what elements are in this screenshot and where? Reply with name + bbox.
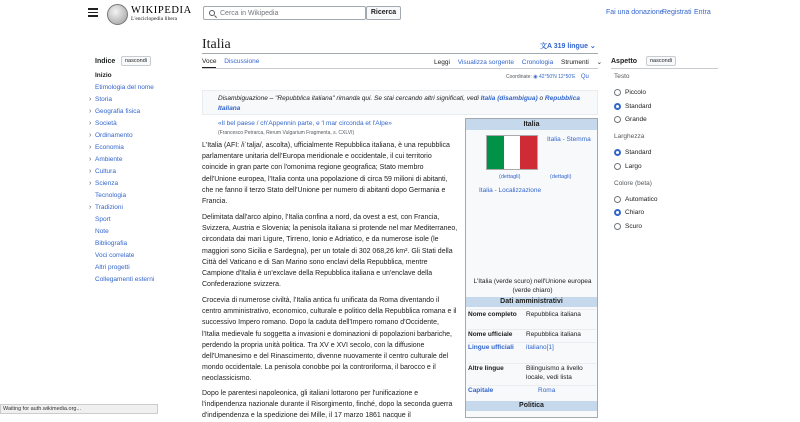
search-icon bbox=[209, 10, 215, 16]
color-option-dark[interactable]: Scuro bbox=[615, 223, 642, 230]
toc-item[interactable]: Collegamenti esterni bbox=[95, 276, 155, 283]
map-caption: L'Italia (verde scuro) nell'Unione europea (verde chiaro) bbox=[473, 278, 592, 294]
toc-item[interactable]: Note bbox=[95, 228, 109, 235]
browser-status-bar: Waiting for auth.wikimedia.org... bbox=[0, 404, 158, 414]
flag-stripe-white bbox=[504, 136, 521, 169]
chevron-right-icon[interactable]: › bbox=[89, 108, 92, 115]
paragraph-geography: Delimitata dall'arco alpino, l'Italia confina a nord, da ovest a est, con Francia, Svizzera, Austria e Slovenia; la penisola italiana si protende nel mar Mediterraneo, circondata dai mari Ligure, Tirreno, Ionio e Adriatico, e da numerose isole (le maggiori sono Sicilia e Sardegna), per un totale di 302 068,26 km². Gli Stati della Città del Vaticano e di San Marino sono enclavi della Repubblica, mentre Campione d'Italia è un'exclave della Repubblica italiana e un'enclave della Confederazione svizzera. bbox=[202, 214, 458, 289]
logo-wordmark[interactable]: WIKIPEDIA bbox=[131, 5, 192, 16]
toc-item[interactable]: Bibliografia bbox=[95, 240, 128, 247]
tabs-divider bbox=[202, 68, 598, 69]
language-count: 319 lingue bbox=[553, 43, 588, 50]
row-value[interactable]: italiano[1] bbox=[526, 344, 554, 351]
chevron-right-icon[interactable]: › bbox=[89, 144, 92, 151]
row-value: Repubblica italiana bbox=[526, 331, 581, 338]
appearance-title: Aspetto bbox=[611, 58, 638, 65]
flag-details-link[interactable]: (dettagli) bbox=[499, 174, 521, 180]
section-politica: Politica bbox=[466, 401, 597, 411]
tab-voce[interactable]: Voce bbox=[202, 58, 216, 68]
hatnote-text: Disambiguazione – "Repubblica italiana" rimanda qui. Se stai cercando altri significati, vedi bbox=[218, 95, 479, 102]
text-option-large[interactable]: Grande bbox=[615, 116, 647, 123]
chevron-right-icon[interactable]: › bbox=[89, 120, 92, 127]
paragraph-history: Crocevia di numerose civiltà, l'Italia antica fu unificata da Roma diventando il centro amministrativo, economico, culturale e politico della Repubblica romana e il successivo Impero romano. Dopo la caduta dell'Impero romano d'Occidente, l'Italia medievale fu soggetta a invasioni e dominazioni di popolazioni barbariche, perdendo la propria unità politica. Tra XV e XVI secolo, con la diffusione dell'Umanesimo e del Rinascimento, divenne nuovamente il centro culturale del mondo occidentale. La penisola conobbe poi la controriforma, il barocco e il neoclassicismo. bbox=[202, 297, 457, 383]
donate-link[interactable]: Fai una donazione bbox=[606, 9, 664, 16]
paragraph-risorgimento: Dopo le parentesi napoleonica, gli italiani lottarono per l'unificazione e l'indipendenza nazionale durante il Risorgimento, finché, dopo la seconda guerra d'indipendenza e la spedizione dei Mille, il 17 marzo 1861 nacque il bbox=[202, 390, 453, 420]
chevron-right-icon[interactable]: › bbox=[89, 132, 92, 139]
chevron-down-icon: ⌄ bbox=[587, 43, 596, 50]
toc-item[interactable]: Altri progetti bbox=[95, 264, 130, 271]
toc-item: › Scienza bbox=[95, 178, 155, 190]
coords-map-link[interactable]: Qu bbox=[580, 74, 589, 80]
toc-item: › Economia bbox=[95, 142, 155, 154]
row-key[interactable]: Capitale bbox=[468, 387, 494, 394]
flag-stripe-green bbox=[487, 136, 504, 169]
search-placeholder: Cerca in Wikipedia bbox=[220, 10, 279, 17]
namespace-tabs bbox=[202, 58, 265, 65]
row-value[interactable]: Roma bbox=[538, 387, 556, 394]
toc-title: Indice bbox=[95, 58, 116, 65]
appearance-panel bbox=[611, 58, 719, 230]
row-key: Nome ufficiale bbox=[468, 331, 513, 338]
chevron-right-icon[interactable]: › bbox=[89, 180, 92, 187]
section-admin: Dati amministrativi bbox=[466, 297, 597, 307]
toc-item[interactable]: Sport bbox=[95, 216, 111, 223]
infobox-title: Italia bbox=[466, 119, 597, 130]
view-tabs bbox=[434, 58, 614, 66]
infobox-row bbox=[468, 385, 596, 397]
toc-item[interactable]: Voci correlate bbox=[95, 252, 135, 259]
color-option-light[interactable]: Chiaro bbox=[615, 209, 644, 216]
toc-item[interactable]: Tecnologia bbox=[95, 192, 127, 199]
width-option-wide[interactable]: Largo bbox=[615, 163, 642, 170]
chevron-right-icon[interactable]: › bbox=[89, 204, 92, 211]
text-option-standard[interactable]: Standard bbox=[615, 103, 651, 110]
hatnote-link-disambigua[interactable]: Italia (disambigua) bbox=[480, 95, 538, 102]
infobox-row bbox=[468, 309, 596, 329]
radio-icon bbox=[614, 116, 621, 123]
appearance-divider bbox=[611, 68, 718, 69]
disambiguation-note bbox=[202, 90, 598, 115]
chevron-down-icon: ⌄ bbox=[596, 59, 603, 66]
tools-label: Strumenti bbox=[561, 59, 589, 66]
tools-menu[interactable] bbox=[561, 59, 608, 66]
toc-item: › Storia bbox=[95, 94, 155, 106]
radio-selected-icon bbox=[614, 149, 621, 156]
toc-item: › Tradizioni bbox=[95, 202, 155, 214]
infobox-row bbox=[468, 363, 596, 384]
flag-stripe-red bbox=[520, 136, 537, 169]
search-button[interactable]: Ricerca bbox=[366, 6, 401, 20]
infobox bbox=[465, 118, 598, 418]
width-group: Larghezza bbox=[614, 133, 645, 140]
chevron-right-icon[interactable]: › bbox=[89, 156, 92, 163]
wikipedia-globe-icon[interactable] bbox=[107, 4, 128, 25]
tab-cronologia[interactable]: Cronologia bbox=[521, 59, 554, 66]
page-title: Italia bbox=[202, 37, 231, 52]
logo-tagline: L'enciclopedia libera bbox=[131, 16, 178, 22]
search-input[interactable] bbox=[203, 6, 366, 20]
table-of-contents bbox=[89, 58, 155, 286]
toc-item: › Società bbox=[95, 118, 155, 130]
chevron-right-icon[interactable]: › bbox=[89, 96, 92, 103]
epigraph-quote[interactable]: «Il bel paese / ch'Appennin parte, e 'l mar circonda et l'Alpe» bbox=[218, 120, 392, 127]
radio-icon bbox=[614, 163, 621, 170]
row-key: Altre lingue bbox=[468, 365, 504, 372]
coordinates bbox=[506, 74, 589, 80]
color-option-auto[interactable]: Automatico bbox=[615, 196, 658, 203]
text-size-group: Testo bbox=[614, 73, 630, 80]
radio-selected-icon bbox=[614, 103, 621, 110]
row-key[interactable]: Lingue ufficiali bbox=[468, 344, 514, 351]
register-link[interactable]: Registrati bbox=[662, 9, 692, 16]
hatnote-link-repubblica[interactable]: Repubblica Italiana bbox=[218, 95, 580, 112]
row-value[interactable]: Bilinguismo a livello locale, vedi lista bbox=[526, 365, 583, 381]
location-map-link[interactable]: Italia - Localizzazione bbox=[479, 187, 542, 194]
infobox-row bbox=[468, 329, 596, 341]
globe-icon[interactable]: ◉ bbox=[533, 74, 538, 80]
toc-item: › Cultura bbox=[95, 166, 155, 178]
infobox-row bbox=[468, 342, 596, 363]
coords-value[interactable]: 42°50′N 12°50′E bbox=[539, 74, 576, 80]
width-option-standard[interactable]: Standard bbox=[615, 149, 651, 156]
toc-item-inizio[interactable]: Inizio bbox=[95, 72, 112, 79]
radio-icon bbox=[614, 89, 621, 96]
toc-item: › Ordinamento bbox=[95, 130, 155, 142]
toc-item: › Ambiente bbox=[95, 154, 155, 166]
flag-image[interactable] bbox=[486, 135, 538, 170]
row-value: Repubblica italiana bbox=[526, 311, 581, 318]
epigraph-source: (Francesco Petrarca, Rerum Vulgarium Fragmenta, s. CXLVI) bbox=[218, 130, 355, 136]
emblem-link[interactable]: Italia - Stemma bbox=[547, 136, 591, 143]
radio-icon bbox=[614, 223, 621, 230]
row-key: Nome completo bbox=[468, 311, 517, 318]
toc-item: › Geografia fisica bbox=[95, 106, 155, 118]
tab-leggi[interactable]: Leggi bbox=[434, 59, 450, 69]
radio-icon bbox=[614, 196, 621, 203]
text-option-small[interactable]: Piccolo bbox=[615, 89, 646, 96]
radio-selected-icon bbox=[614, 209, 621, 216]
appearance-hide-button[interactable]: nascondi bbox=[646, 56, 676, 66]
title-divider bbox=[202, 53, 598, 54]
coords-label: Coordinate: bbox=[506, 74, 532, 80]
login-link[interactable]: Entra bbox=[694, 9, 711, 16]
emblem-details-link[interactable]: (dettagli) bbox=[550, 174, 572, 180]
color-group: Colore (beta) bbox=[614, 180, 652, 187]
hatnote-or: o bbox=[539, 95, 544, 102]
language-icon: 文A bbox=[540, 43, 554, 50]
site-header bbox=[0, 0, 800, 28]
toc-hide-button[interactable]: nascondi bbox=[121, 56, 151, 66]
chevron-right-icon[interactable]: › bbox=[89, 168, 92, 175]
main-menu-icon[interactable] bbox=[88, 8, 98, 17]
tab-discussione[interactable]: Discussione bbox=[224, 58, 260, 65]
language-button[interactable] bbox=[540, 41, 596, 51]
paragraph-intro: L'Italia (AFI: /iˈtalja/, ascolta), ufficialmente Repubblica italiana, è una repubblica parlamentare unitaria dell'Europa meridionale e occidentale, il cui territorio coincide in gran parte con l'omonima regione geografica; Stato membro dell'Unione europea, l'Italia conta una popolazione di circa 59 milioni di abitanti, che ne fanno il terzo Stato dell'Unione per numero di abitanti dopo Germania e Francia. bbox=[202, 142, 450, 206]
toc-item[interactable]: Etimologia del nome bbox=[95, 84, 154, 91]
tab-visualizza-sorgente[interactable]: Visualizza sorgente bbox=[457, 59, 514, 66]
